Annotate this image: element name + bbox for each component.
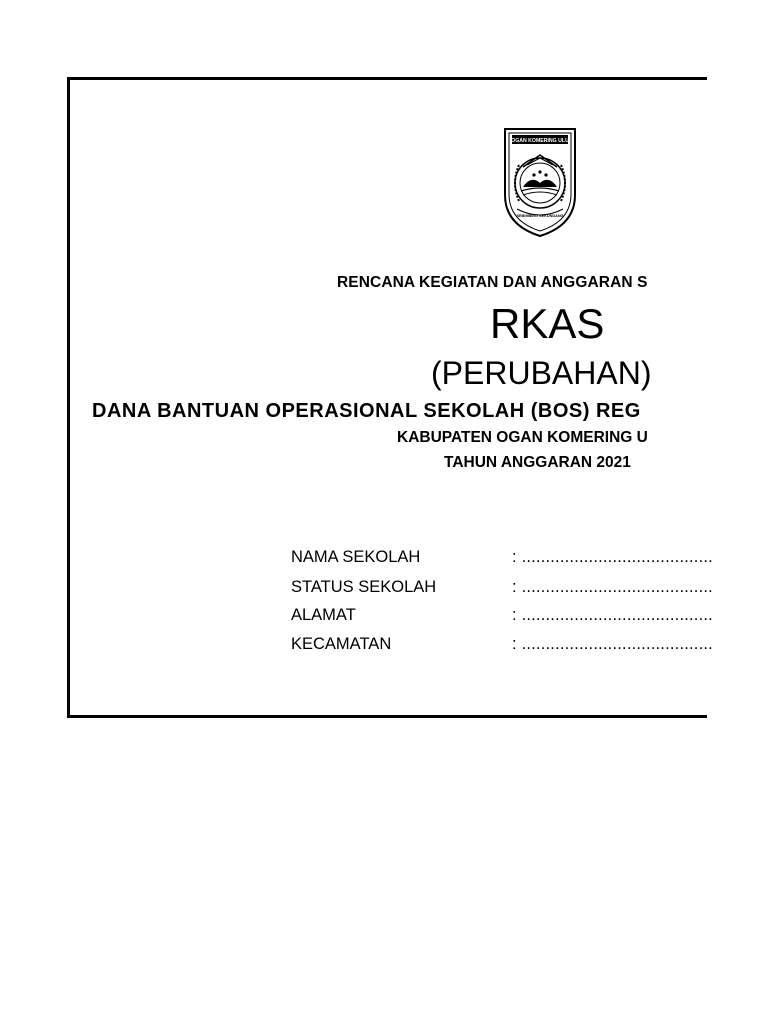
document-subtitle: (PERUBAHAN) bbox=[431, 355, 652, 391]
emblem-bottom-text: SEBIMBING SEKUNDANG bbox=[516, 214, 564, 218]
school-status-value: : ........................................ bbox=[512, 578, 713, 596]
district-value: : ........................................ bbox=[512, 635, 713, 653]
address-value: : ........................................ bbox=[512, 606, 713, 624]
emblem-top-text: OGAN KOMERING ULU bbox=[511, 138, 569, 144]
school-status-label: STATUS SEKOLAH bbox=[291, 578, 437, 596]
regency-emblem bbox=[501, 125, 579, 239]
district-label: KECAMATAN bbox=[291, 635, 392, 653]
address-label: ALAMAT bbox=[291, 606, 356, 624]
fiscal-year: TAHUN ANGGARAN 2021 bbox=[444, 454, 631, 471]
school-name-label: NAMA SEKOLAH bbox=[291, 548, 421, 566]
document-title: RKAS bbox=[490, 300, 605, 347]
region-name: KABUPATEN OGAN KOMERING U bbox=[397, 429, 648, 446]
document-heading-line: RENCANA KEGIATAN DAN ANGGARAN S bbox=[337, 274, 648, 291]
school-name-value: : ........................................ bbox=[512, 548, 713, 566]
program-name: DANA BANTUAN OPERASIONAL SEKOLAH (BOS) REG bbox=[92, 400, 641, 422]
